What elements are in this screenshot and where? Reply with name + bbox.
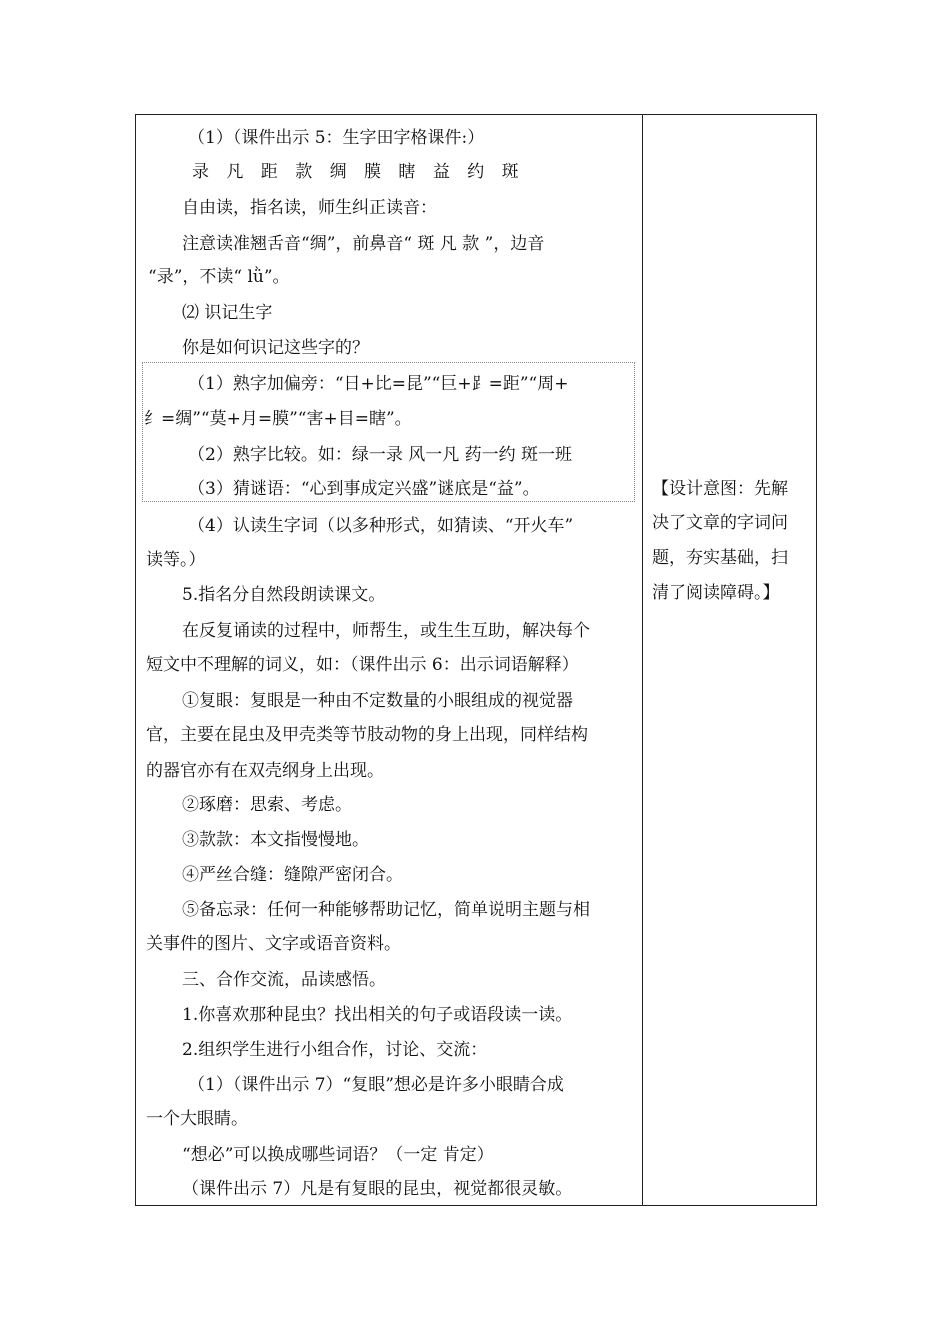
text-line: ⑤备忘录：任何一种能够帮助记忆，简单说明主题与相 [182, 900, 590, 920]
design-intent-cell [644, 115, 816, 1205]
text-line: 一个大眼睛。 [146, 1109, 248, 1129]
text-line: 三、合作交流，品读感悟。 [182, 970, 386, 990]
text-line: “录”，不读“ lǜ”。 [148, 267, 290, 287]
design-intent-line: 决了文章的字词问 [652, 513, 788, 533]
column-divider [642, 115, 643, 1205]
text-line: 官，主要在昆虫及甲壳类等节肢动物的身上出现，同样结构 [146, 725, 588, 745]
text-line: 短文中不理解的词义，如：（课件出示 6：出示词语解释） [146, 655, 579, 675]
text-line: 注意读准翘舌音“绸”，前鼻音“ 斑 凡 款 ”，边音 [182, 234, 545, 254]
text-line: 在反复诵读的过程中，师帮生，或生生互助，解决每个 [182, 621, 590, 641]
text-line: （2）熟字比较。如：绿一录 风一凡 药一约 斑一班 [188, 445, 573, 465]
text-line: ⑵ 识记生字 [182, 303, 273, 323]
text-line: 的器官亦有在双壳纲身上出现。 [146, 761, 384, 781]
text-line: 纟=绸”“莫+月=膜”“害+目=瞎”。 [144, 409, 412, 429]
text-line: （1）（课件出示 7）“复眼”想必是许多小眼睛合成 [188, 1075, 564, 1095]
text-line: “想必”可以换成哪些词语？（一定 肯定） [182, 1145, 494, 1165]
text-line: 5.指名分自然段朗读课文。 [182, 585, 386, 605]
text-line: 1.你喜欢那种昆虫？找出相关的句子或语段读一读。 [182, 1005, 573, 1025]
text-line: （课件出示 7）凡是有复眼的昆虫，视觉都很灵敏。 [182, 1179, 573, 1199]
new-characters-line: 录 凡 距 款 绸 膜 瞎 益 约 斑 [192, 162, 525, 182]
text-line: （4）认读生字词（以多种形式，如猜读、“开火车” [188, 516, 574, 536]
main-content-cell [136, 115, 642, 1205]
lesson-plan-table [135, 114, 817, 1206]
text-line: （1）（课件出示 5：生字田字格课件:） [188, 128, 485, 148]
text-line: ④严丝合缝：缝隙严密闭合。 [182, 865, 403, 885]
text-line: 你是如何识记这些字的？ [182, 338, 369, 358]
text-line: ②琢磨：思索、考虑。 [182, 795, 352, 815]
design-intent-line: 题，夯实基础，扫 [652, 548, 788, 568]
text-line: ③款款：本文指慢慢地。 [182, 830, 369, 850]
text-line: 自由读，指名读，师生纠正读音： [182, 198, 437, 218]
text-line: 读等。） [146, 550, 206, 570]
text-line: （1）熟字加偏旁：“日+比=昆”“巨+⻊=距”“周+ [188, 374, 569, 394]
text-line: 2.组织学生进行小组合作，讨论、交流： [182, 1040, 488, 1060]
design-intent-line: 清了阅读障碍。】 [652, 583, 780, 603]
design-intent-line: 【设计意图：先解 [652, 479, 788, 499]
text-line: ①复眼：复眼是一种由不定数量的小眼组成的视觉器 [182, 691, 573, 711]
text-line: 关事件的图片、文字或语音资料。 [146, 934, 401, 954]
text-line: （3）猜谜语：“心到事成定兴盛”谜底是“益”。 [188, 479, 540, 499]
